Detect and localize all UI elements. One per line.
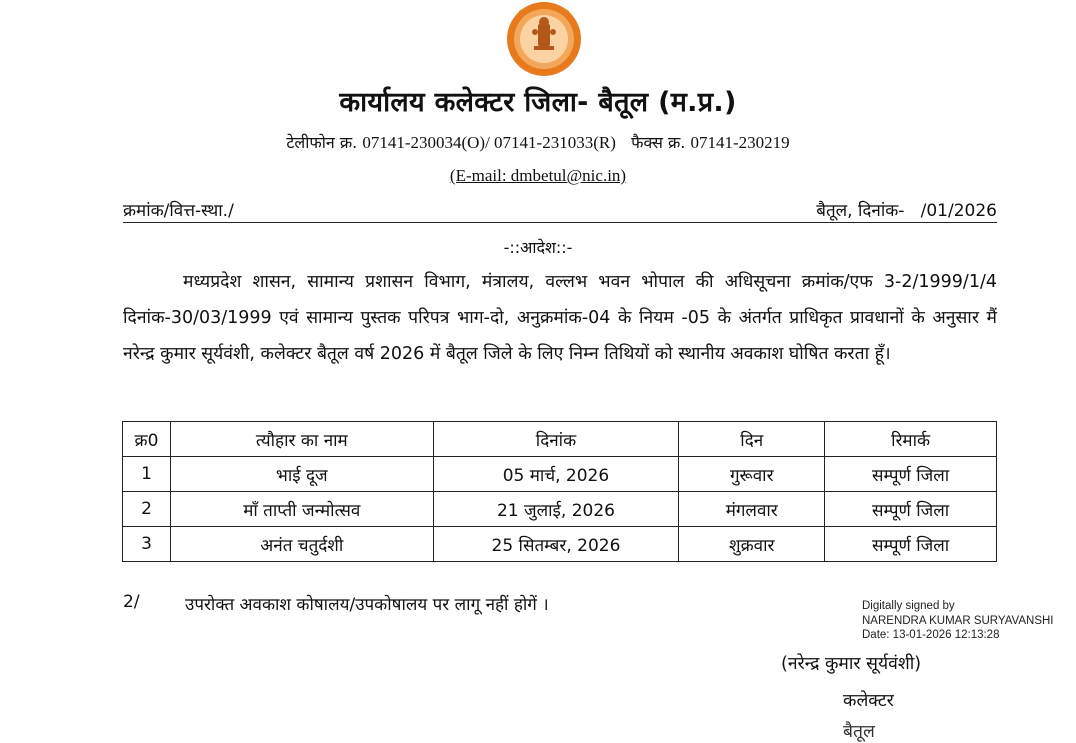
cell-serial: 1 <box>123 457 171 492</box>
signatory-designation: कलेक्टर <box>843 691 894 711</box>
reference-line <box>123 198 997 223</box>
table-row <box>123 527 997 562</box>
contact-line <box>0 131 1076 153</box>
order-body <box>123 264 997 372</box>
cell-date: 21 जुलाई, 2026 <box>433 492 679 527</box>
cell-serial: 3 <box>123 527 171 562</box>
header-festival: त्यौहार का नाम <box>170 422 433 457</box>
fax-number: 07141-230219 <box>690 133 790 152</box>
order-body-text: मध्यप्रदेश शासन, सामान्य प्रशासन विभाग, मंत्रालय, वल्लभ भवन भोपाल की अधिसूचना क्रमांक/एफ 3-2/1999/1/4 दिनांक-30/03/1999 एवं सामान्य पुस्तक परिपत्र भाग-दो, अनुक्रमांक-04 के नियम -05 के अंतर्गत प्राधिकृत प्रावधानों के अनुसार मैं नरेन्द्र कुमार सूर्यवंशी, कलेक्टर बैतूल वर्ष 2026 में बैतूल जिले के लिए निम्न तिथियों को स्थानीय अवकाश घोषित करता हूँ। <box>123 272 997 364</box>
cell-festival: माँ ताप्ती जन्मोत्सव <box>170 492 433 527</box>
signature-line-2: NARENDRA KUMAR SURYAVANSHI <box>862 614 1054 627</box>
office-title: कार्यालय कलेक्टर जिला- बैतूल (म.प्र.) <box>339 87 737 118</box>
fax-label: फैक्स क्र. <box>631 133 686 152</box>
email-link[interactable]: (E-mail: dmbetul@nic.in) <box>449 166 627 185</box>
cell-festival: भाई दूज <box>170 457 433 492</box>
header-date: दिनांक <box>433 422 679 457</box>
holiday-table <box>122 421 997 562</box>
cell-remark: सम्पूर्ण जिला <box>825 457 997 492</box>
digital-signature-block <box>862 599 1054 643</box>
email-line <box>0 166 1076 186</box>
phone-label: टेलीफोन क्र. <box>286 133 358 152</box>
cell-festival: अनंत चतुर्दशी <box>170 527 433 562</box>
signatory-name: (नरेन्द्र कुमार सूर्यवंशी) <box>781 654 922 674</box>
phone-numbers: 07141-230034(O)/ 07141-231033(R) <box>362 133 616 152</box>
table-row <box>123 457 997 492</box>
cell-date: 05 मार्च, 2026 <box>433 457 679 492</box>
cell-date: 25 सितम्बर, 2026 <box>433 527 679 562</box>
cell-day: गुरूवार <box>679 457 825 492</box>
signature-line-3: Date: 13-01-2026 12:13:28 <box>862 629 1000 641</box>
cell-serial: 2 <box>123 492 171 527</box>
place-date: बैतूल, दिनांक- /01/2026 <box>816 201 997 221</box>
note-text: उपरोक्त अवकाश कोषालय/उपकोषालय पर लागू नहीं होगें । <box>185 595 549 615</box>
header-remark: रिमार्क <box>825 422 997 457</box>
order-heading: -::आदेश::- <box>503 238 573 257</box>
header-day: दिन <box>679 422 825 457</box>
cell-remark: सम्पूर्ण जिला <box>825 492 997 527</box>
table-row <box>123 492 997 527</box>
cell-remark: सम्पूर्ण जिला <box>825 527 997 562</box>
note-number: 2/ <box>123 592 140 612</box>
signature-line-1: Digitally signed by <box>862 600 955 612</box>
government-seal-icon <box>505 0 583 78</box>
signatory-place-cutoff: बैतूल <box>843 722 875 742</box>
table-header-row <box>123 422 997 457</box>
cell-day: शुक्रवार <box>679 527 825 562</box>
cell-day: मंगलवार <box>679 492 825 527</box>
reference-number: क्रमांक/वित्त-स्था./ <box>123 201 234 221</box>
header-serial: क्र0 <box>123 422 171 457</box>
